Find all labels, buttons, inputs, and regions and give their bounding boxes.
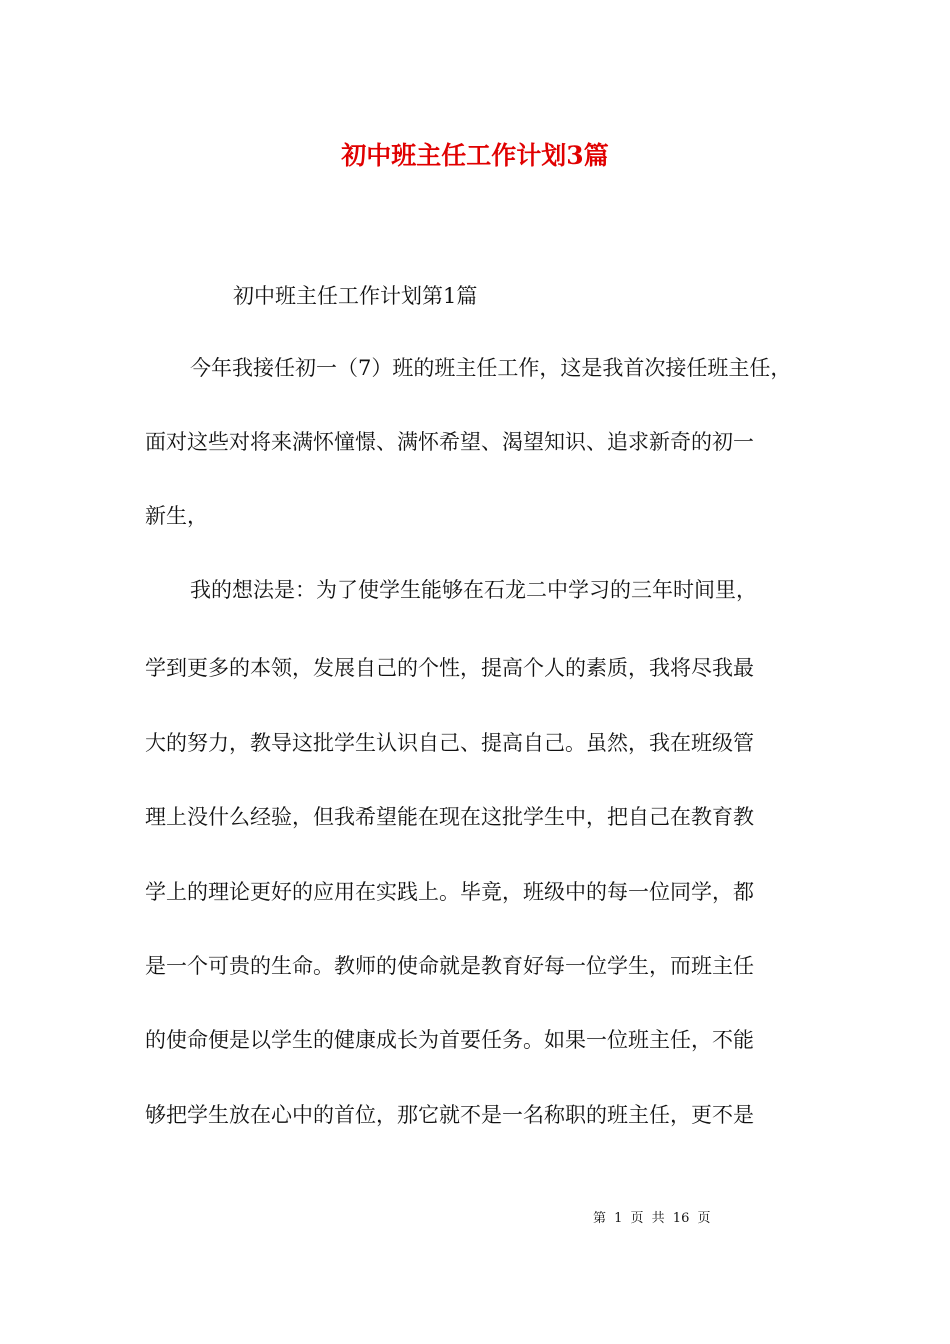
- paragraph-line: 大的努力，教导这批学生认识自己、提高自己。虽然，我在班级管: [145, 731, 754, 755]
- paragraph-line: 是一个可贵的生命。教师的使命就是教育好每一位学生，而班主任: [145, 954, 754, 978]
- section-heading: 初中班主任工作计划第1篇: [233, 284, 478, 308]
- paragraph-line: 够把学生放在心中的首位，那它就不是一名称职的班主任，更不是: [145, 1103, 754, 1127]
- paragraph-line: 理上没什么经验，但我希望能在现在这批学生中，把自己在教育教: [145, 805, 754, 829]
- document-title: 初中班主任工作计划3篇: [341, 141, 609, 170]
- page-number-footer: 第 1 页 共 16 页: [593, 1211, 711, 1226]
- paragraph-line: 面对这些对将来满怀憧憬、满怀希望、渴望知识、追求新奇的初一: [145, 430, 754, 454]
- paragraph-line: 学上的理论更好的应用在实践上。毕竟，班级中的每一位同学，都: [145, 880, 754, 904]
- paragraph-line: 今年我接任初一（7）班的班主任工作，这是我首次接任班主任，: [190, 356, 792, 380]
- paragraph-line: 学到更多的本领，发展自己的个性，提高个人的素质，我将尽我最: [145, 656, 754, 680]
- paragraph-line: 我的想法是：为了使学生能够在石龙二中学习的三年时间里，: [190, 578, 757, 602]
- paragraph-line: 新生，: [145, 504, 208, 528]
- paragraph-line: 的使命便是以学生的健康成长为首要任务。如果一位班主任，不能: [145, 1028, 754, 1052]
